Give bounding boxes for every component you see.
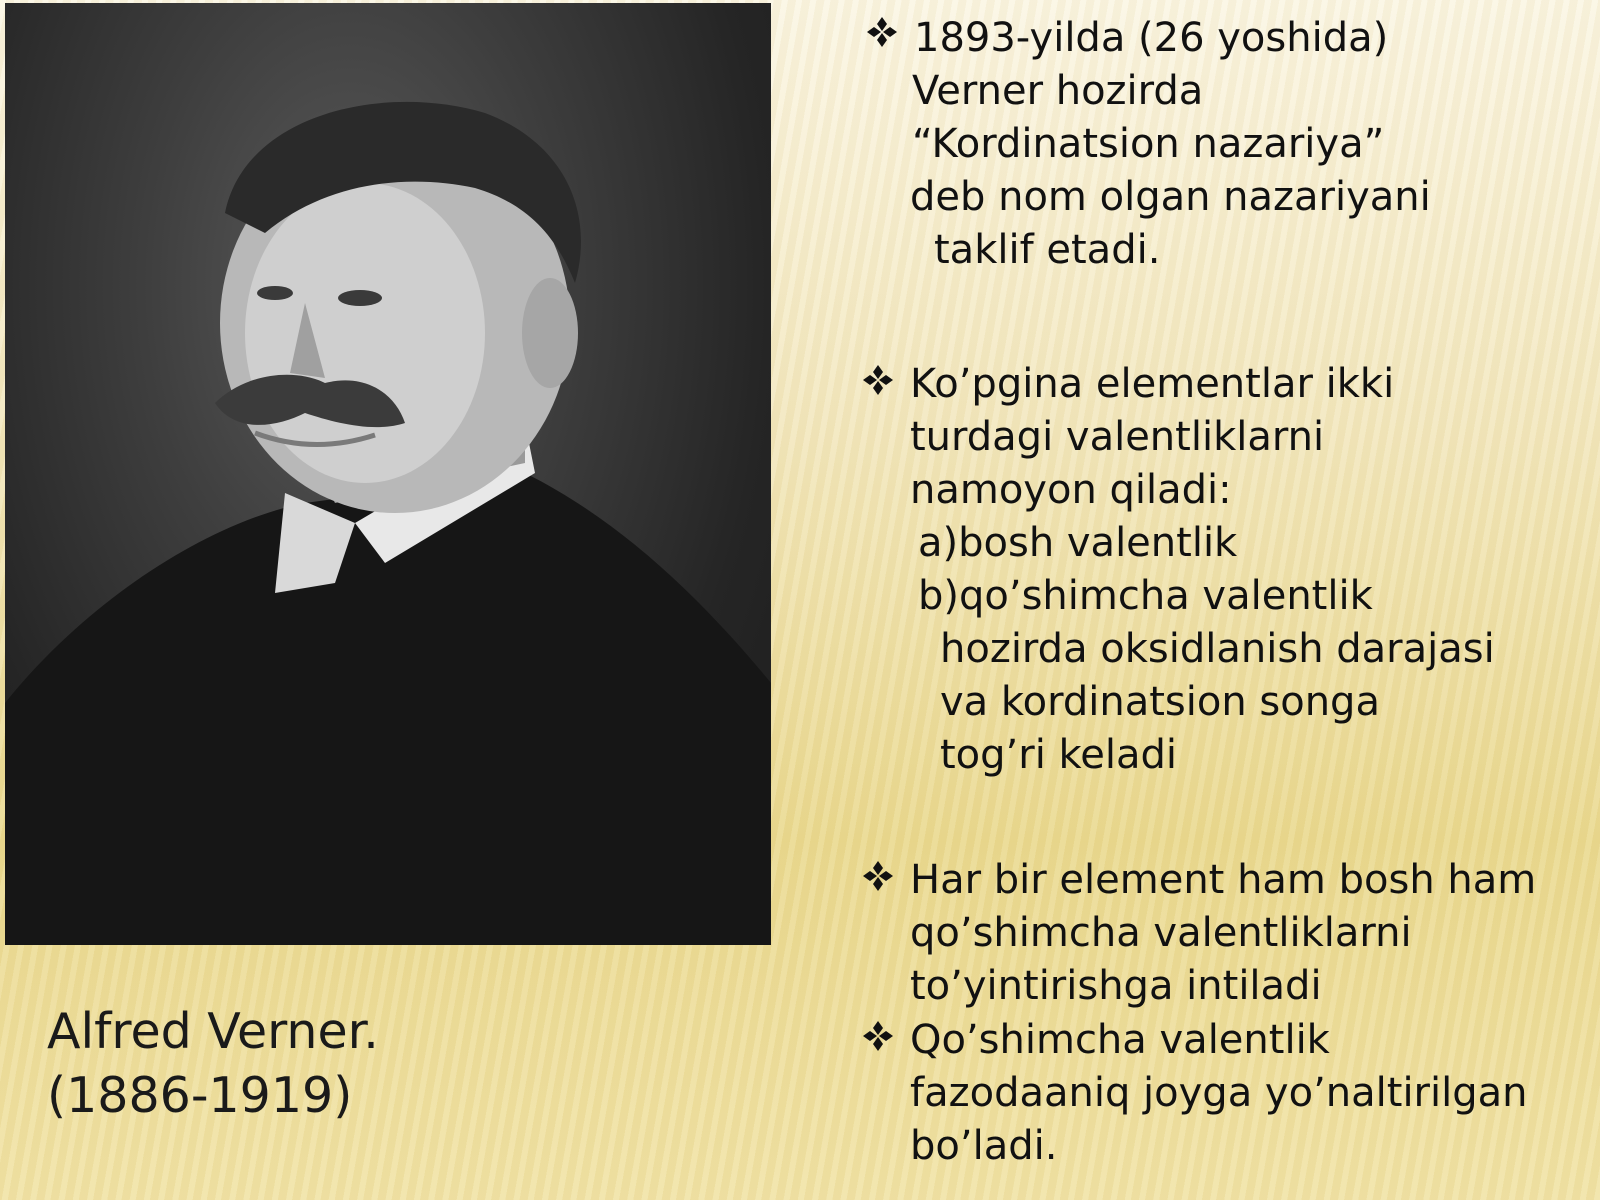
bullet-line: hozirda oksidlanish darajasi [940,626,1495,672]
bullet-line: “Kordinatsion nazariya” [912,121,1385,167]
portrait-illustration [5,3,771,945]
bullet-line: 1893-yilda (26 yoshida) [914,15,1389,61]
four-diamond-bullet-icon [862,364,894,396]
bullet-line: a)bosh valentlik [918,520,1238,566]
bullet-line: taklif etadi. [934,227,1161,273]
bullet-line: turdagi valentliklarni [910,414,1325,460]
caption-years: (1886-1919) [47,1067,353,1124]
caption-name: Alfred Verner. [47,1003,379,1060]
portrait-photo [5,3,771,945]
bullet-line: namoyon qiladi: [910,467,1232,513]
four-diamond-bullet-icon [862,1020,894,1052]
bullet-line: bo’ladi. [910,1123,1058,1169]
four-diamond-bullet-icon [866,16,898,48]
bullet-line: Qo’shimcha valentlik [910,1017,1330,1063]
bullet-line: Verner hozirda [912,68,1204,114]
bullet-line: Ko’pgina elementlar ikki [910,361,1395,407]
bullet-line: qo’shimcha valentliklarni [910,910,1412,956]
four-diamond-bullet-icon [862,860,894,892]
bullet-line: b)qo’shimcha valentlik [918,573,1373,619]
photo-caption [47,1000,379,1128]
bullet-line: va kordinatsion songa [940,679,1380,725]
bullet-line: deb nom olgan nazariyani [910,174,1431,220]
bullet-line: fazodaaniq joyga yo’naltirilgan [910,1070,1528,1116]
bullet-line: Har bir element ham bosh ham [910,857,1537,903]
bullet-line: tog’ri keladi [940,732,1178,778]
bullet-line: to’yintirishga intiladi [910,963,1322,1009]
